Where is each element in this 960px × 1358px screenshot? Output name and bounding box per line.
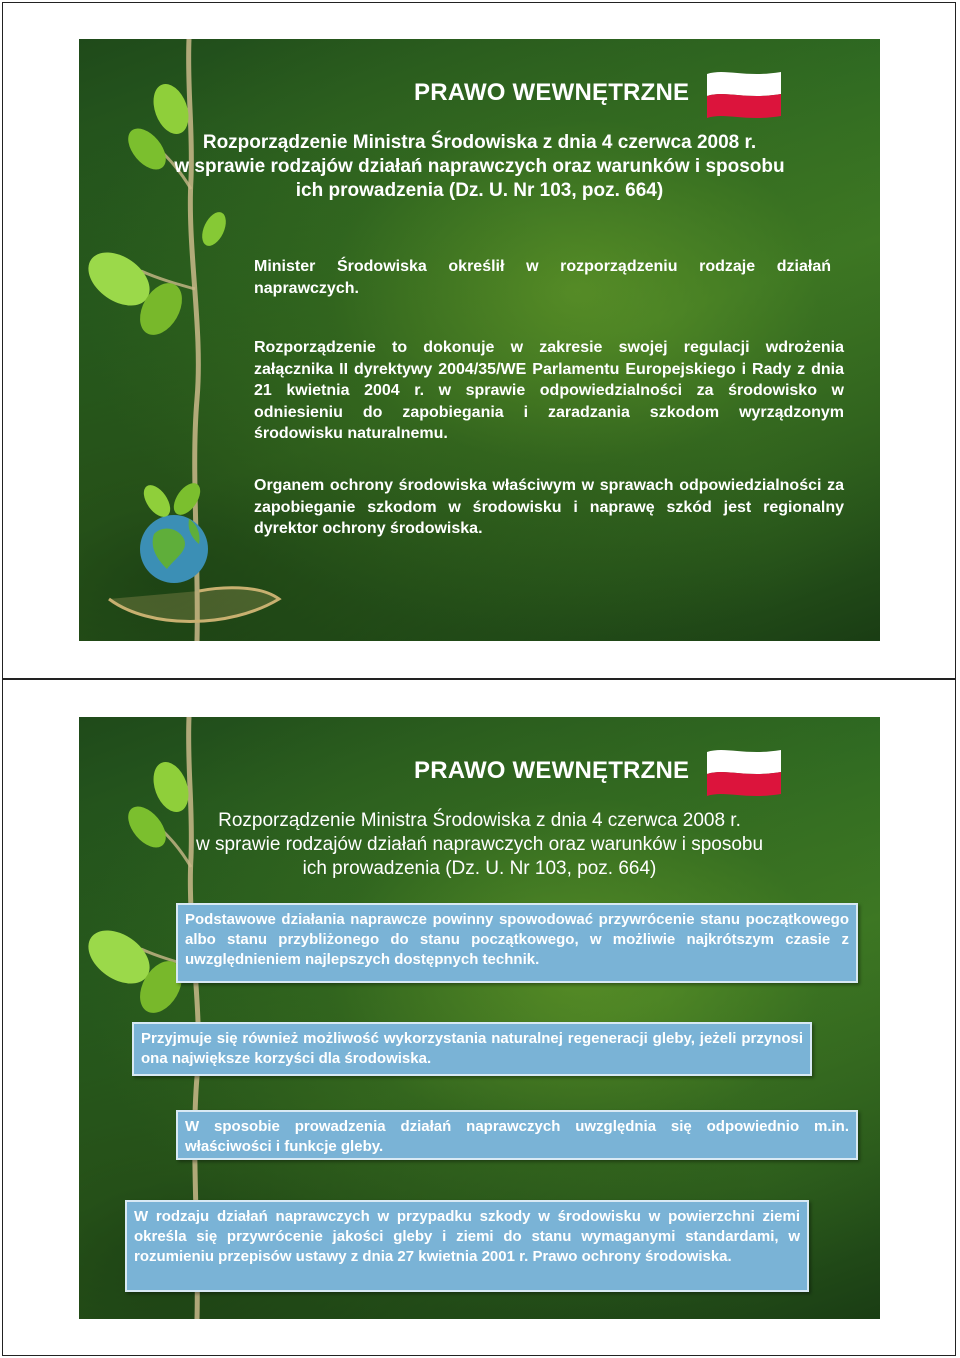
regulation-title-line-1: Rozporządzenie Ministra Środowiska z dnia 4 czerwca 2008 r.	[218, 810, 741, 831]
paragraph-directive: Rozporządzenie to dokonuje w zakresie swojej regulacji wdrożenia załącznika II dyrektywy 2004/35/WE Parlamentu Europejskiego i Rady z dnia 21 kwietnia 2004 r. w sprawie odpowiedzialności za środowisko w odniesieniu do zapobiegania i zaradzania szkodom wyrządzonym środowisku naturalnemu.	[254, 339, 844, 442]
slide-2	[79, 717, 880, 1319]
info-box-natural-regeneration: Przyjmuje się również możliwość wykorzystania naturalnej regeneracji gleby, jeżeli przynosi ona największe korzyści dla środowiska.	[132, 1022, 812, 1076]
polish-flag-icon	[705, 68, 783, 120]
polish-flag-icon	[705, 746, 783, 798]
slide-2-title: PRAWO WEWNĘTRZNE	[414, 757, 690, 784]
regulation-title-line-3: ich prowadzenia (Dz. U. Nr 103, poz. 664)	[295, 180, 664, 201]
paragraph-authority: Organem ochrony środowiska właściwym w sprawach odpowiedzialności za zapobieganie szkodom w środowisku i naprawę szkód jest regionalny dyrektor ochrony środowiska.	[254, 477, 844, 537]
regulation-title-line-2: w sprawie rodzajów działań naprawczych oraz warunków i sposobu	[195, 834, 764, 855]
regulation-title-line-1: Rozporządzenie Ministra Środowiska z dnia 4 czerwca 2008 r.	[202, 132, 757, 153]
regulation-title-line-3: ich prowadzenia (Dz. U. Nr 103, poz. 664)	[302, 858, 657, 879]
info-box-soil-properties: W sposobie prowadzenia działań naprawczych uwzględnia się odpowiednio m.in. właściwości i funkcje gleby.	[176, 1110, 858, 1160]
paragraph-minister: Minister Środowiska określił w rozporządzeniu rodzaje działań naprawczych.	[254, 258, 831, 297]
regulation-title-line-2: w sprawie rodzajów działań naprawczych oraz warunków i sposobu	[174, 156, 785, 177]
info-box-basic-actions: Podstawowe działania naprawcze powinny spowodować przywrócenie stanu początkowego albo stanu przybliżonego do stanu początkowego, w możliwie najkrótszym czasie z uwzględnieniem najlepszych dostępnych technik.	[176, 903, 858, 983]
slide-1	[79, 39, 880, 641]
info-box-soil-quality: W rodzaju działań naprawczych w przypadku szkody w środowisku w powierzchni ziemi określa się przywrócenie jakości gleby i ziemi do stanu wymaganymi standardami, w rozumieniu przepisów ustawy z dnia 27 kwietnia 2001 r. Prawo ochrony środowiska.	[125, 1200, 809, 1292]
slide-1-title: PRAWO WEWNĘTRZNE	[414, 79, 690, 106]
